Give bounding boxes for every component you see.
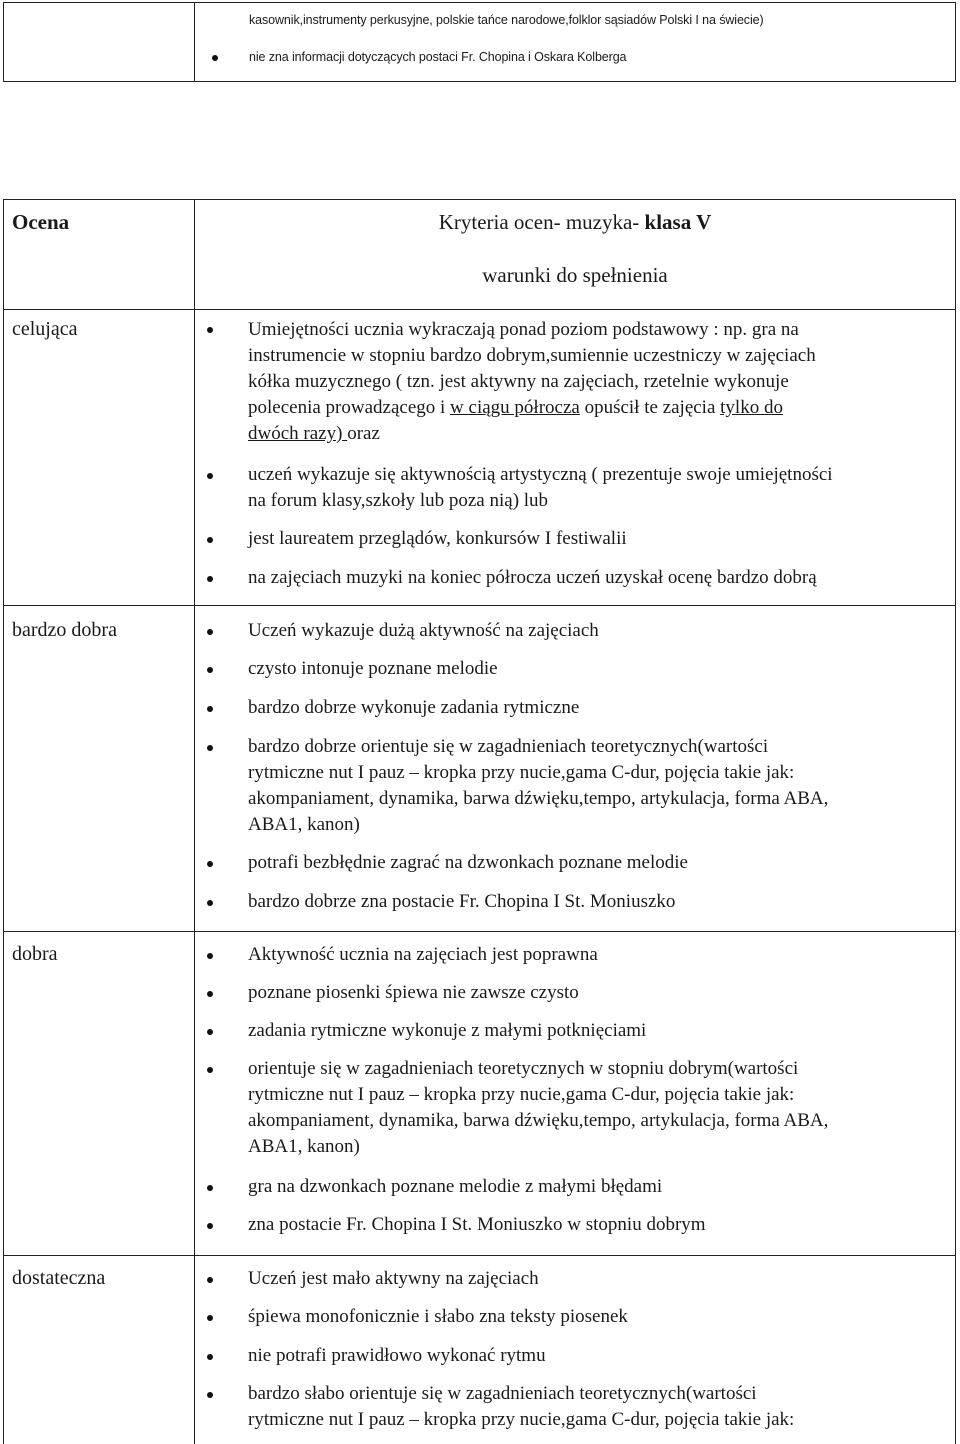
bullet-icon <box>207 473 213 479</box>
criteria-line: rytmiczne nut I pauz – kropka przy nucie,gama C-dur, pojęcia takie jak: <box>248 762 795 783</box>
bullet-icon <box>207 1354 213 1360</box>
criteria-underlined-text: dwóch razy) <box>248 423 348 444</box>
criteria-item: Aktywność ucznia na zajęciach jest poprawna <box>248 944 598 965</box>
criteria-item: Uczeń jest mało aktywny na zajęciach <box>248 1268 539 1289</box>
criteria-item: jest laureatem przeglądów, konkursów I festiwalii <box>248 528 627 549</box>
bullet-icon <box>212 55 218 61</box>
criteria-item: nie potrafi prawidłowo wykonać rytmu <box>248 1345 546 1366</box>
criteria-item: zadania rytmiczne wykonuje z małymi potknięciami <box>248 1020 647 1041</box>
criteria-item: zna postacie Fr. Chopina I St. Moniuszko w stopniu dobrym <box>248 1214 706 1235</box>
bullet-icon <box>207 1029 213 1035</box>
criteria-line: instrumencie w stopniu bardzo dobrym,sumiennie uczestniczy w zajęciach <box>248 345 816 366</box>
bullet-icon <box>207 953 213 959</box>
bullet-icon <box>207 667 213 673</box>
bullet-icon <box>207 1392 213 1398</box>
previous-table-fragment <box>3 2 956 82</box>
criteria-line: ABA1, kanon) <box>248 1136 360 1157</box>
criteria-line: rytmiczne nut I pauz – kropka przy nucie,gama C-dur, pojęcia takie jak: <box>248 1409 795 1430</box>
criteria-line: orientuje się w zagadnieniach teoretycznych w stopniu dobrym(wartości <box>248 1058 799 1079</box>
table-subtitle: warunki do spełnienia <box>482 263 668 287</box>
criteria-table <box>3 199 956 1444</box>
criteria-line: bardzo słabo orientuje się w zagadnieniach teoretycznych(wartości <box>248 1383 757 1404</box>
criteria-line <box>248 395 783 421</box>
criteria-item: Uczeń wykazuje dużą aktywność na zajęciach <box>248 620 599 641</box>
criteria-line: Umiejętności ucznia wykraczają ponad poziom podstawowy : np. gra na <box>248 319 799 340</box>
criteria-line: akompaniament, dynamika, barwa dźwięku,tempo, artykulacja, forma ABA, <box>248 1110 829 1131</box>
row-divider <box>4 309 955 310</box>
criteria-line: uczeń wykazuje się aktywnością artystyczną ( prezentuje swoje umiejętności <box>248 464 833 485</box>
criteria-line: kółka muzycznego ( tzn. jest aktywny na zajęciach, rzetelnie wykonuje <box>248 371 789 392</box>
bullet-icon <box>207 629 213 635</box>
row-divider <box>4 931 955 932</box>
bullet-icon <box>207 1223 213 1229</box>
grade-label-dostateczna: dostateczna <box>12 1267 106 1289</box>
criteria-item: gra na dzwonkach poznane melodie z małymi błędami <box>248 1176 663 1197</box>
bullet-icon <box>207 576 213 582</box>
grade-column-header: Ocena <box>12 210 70 234</box>
grade-label-celujaca: celująca <box>12 318 78 340</box>
criteria-item: na zajęciach muzyki na koniec półrocza uczeń uzyskał ocenę bardzo dobrą <box>248 567 817 588</box>
column-divider <box>194 200 195 1444</box>
bullet-icon <box>207 537 213 543</box>
bullet-icon <box>207 327 213 333</box>
criteria-item: poznane piosenki śpiewa nie zawsze czysto <box>248 982 579 1003</box>
bullet-icon <box>207 1315 213 1321</box>
bullet-icon <box>207 745 213 751</box>
previous-grade-cell <box>4 3 195 81</box>
criteria-text: polecenia prowadzącego i <box>248 397 451 418</box>
bullet-icon <box>207 1185 213 1191</box>
bullet-icon <box>207 900 213 906</box>
criteria-line: bardzo dobrze orientuje się w zagadnieniach teoretycznych(wartości <box>248 736 769 757</box>
criteria-item: śpiewa monofonicznie i słabo zna teksty piosenek <box>248 1306 628 1327</box>
row-divider <box>4 1255 955 1256</box>
previous-criteria-line: kasownik,instrumenty perkusyjne, polskie tańce narodowe,folklor sąsiadów Polski I na świecie) <box>249 13 764 27</box>
bullet-icon <box>207 1277 213 1283</box>
criteria-line: na forum klasy,szkoły lub poza nią) lub <box>248 490 549 511</box>
criteria-line <box>248 421 380 447</box>
criteria-underlined-text: tylko do <box>720 397 783 418</box>
criteria-line: ABA1, kanon) <box>248 814 360 835</box>
grade-label-dobra: dobra <box>12 943 58 965</box>
previous-criteria-item: nie zna informacji dotyczących postaci Fr. Chopina i Oskara Kolberga <box>249 50 627 64</box>
table-title-prefix: Kryteria ocen- muzyka- <box>438 210 645 234</box>
criteria-line: rytmiczne nut I pauz – kropka przy nucie,gama C-dur, pojęcia takie jak: <box>248 1084 795 1105</box>
grade-label-bardzo-dobra: bardzo dobra <box>12 619 117 641</box>
bullet-icon <box>207 861 213 867</box>
criteria-line: akompaniament, dynamika, barwa dźwięku,tempo, artykulacja, forma ABA, <box>248 788 829 809</box>
criteria-item: potrafi bezbłędnie zagrać na dzwonkach poznane melodie <box>248 852 688 873</box>
row-divider <box>4 605 955 606</box>
criteria-item: czysto intonuje poznane melodie <box>248 658 498 679</box>
criteria-item: bardzo dobrze wykonuje zadania rytmiczne <box>248 697 580 718</box>
bullet-icon <box>207 1067 213 1073</box>
table-title <box>195 210 955 235</box>
criteria-text: opuścił te zajęcia <box>579 397 721 418</box>
criteria-text: oraz <box>347 423 380 444</box>
bullet-icon <box>207 706 213 712</box>
previous-criteria-cell <box>195 3 955 81</box>
bullet-icon <box>207 991 213 997</box>
criteria-item: bardzo dobrze zna postacie Fr. Chopina I St. Moniuszko <box>248 891 676 912</box>
criteria-underlined-text: w ciągu półrocza <box>450 397 580 418</box>
table-title-class: klasa V <box>644 210 712 234</box>
